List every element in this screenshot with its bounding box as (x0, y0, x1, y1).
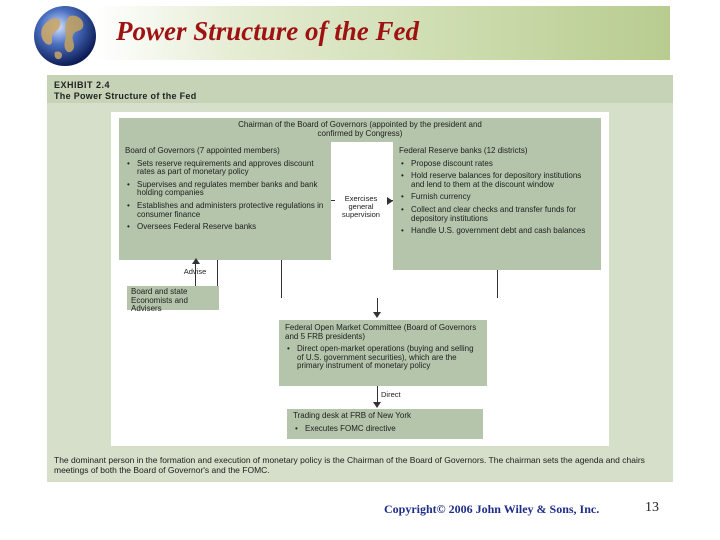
federal-reserve-banks-box (393, 142, 601, 270)
fomc-arrowhead (373, 312, 381, 318)
org-chart (111, 112, 609, 446)
board-bullet: • Establishes and administers protective regulations in consumer finance (125, 202, 326, 219)
slide-title: Power Structure of the Fed (116, 16, 420, 46)
exhibit-title: The Power Structure of the Fed (54, 91, 197, 101)
board-bullet: • Supervises and regulates member banks and bank holding companies (125, 181, 326, 198)
trading-desk-box (287, 409, 483, 439)
frb-bullet: • Propose discount rates (399, 160, 596, 169)
chairman-box (119, 118, 601, 142)
board-title: Board of Governors (7 appointed members) (125, 146, 280, 155)
direct-label: Direct (381, 391, 413, 399)
exhibit-header (47, 75, 673, 103)
trading-title: Trading desk at FRB of New York (293, 411, 411, 420)
board-of-governors-box (119, 142, 331, 260)
exhibit-figure (47, 75, 673, 482)
copyright-notice: Copyright© 2006 John Wiley & Sons, Inc. (384, 502, 600, 516)
exhibit-footer-note: The dominant person in the formation and execution of monetary policy is the Chairman of the Board of Governors. The chairman sets the agenda and chairs meetings of both the Board of Governor's and the FOMC. (54, 455, 645, 475)
fomc-bullet: • Direct open-market operations (buying and selling of U.S. government securities), which are the primary instrument of monetary policy (285, 345, 482, 371)
advise-label: Advise (183, 267, 207, 276)
frb-bullet: • Handle U.S. government debt and cash balances (399, 227, 596, 236)
board-bullet: • Sets reserve requirements and approves discount rates as part of monetary policy (125, 160, 326, 177)
frb-bullet: • Collect and clear checks and transfer funds for depository institutions (399, 206, 596, 223)
fomc-box (279, 320, 487, 386)
frb-down-line (497, 270, 498, 298)
economists-text: Board and state Economists and Advisers (131, 287, 188, 314)
chairman-text: Chairman of the Board of Governors (appointed by the president and confirmed by Congress) (238, 120, 482, 138)
trading-bullet: • Executes FOMC directive (293, 425, 478, 434)
page-number: 13 (645, 500, 659, 515)
supervision-arrowhead (387, 197, 393, 205)
globe-icon (30, 2, 100, 68)
frb-bullet: • Hold reserve balances for depository institutions and lend to them at the discount window (399, 172, 596, 189)
exhibit-number: EXHIBIT 2.4 (54, 80, 111, 90)
frb-bullet: • Furnish currency (399, 193, 596, 202)
economists-box (127, 286, 219, 314)
board-to-fomc-line (281, 260, 282, 298)
frb-title: Federal Reserve banks (12 districts) (399, 146, 528, 155)
direct-arrowhead (373, 402, 381, 408)
supervision-label: Exercises general supervision (335, 195, 387, 219)
advise-arrowhead (192, 258, 200, 264)
fomc-title: Federal Open Market Committee (Board of Governors and 5 FRB presidents) (285, 323, 477, 341)
board-bullet: • Oversees Federal Reserve banks (125, 223, 326, 232)
